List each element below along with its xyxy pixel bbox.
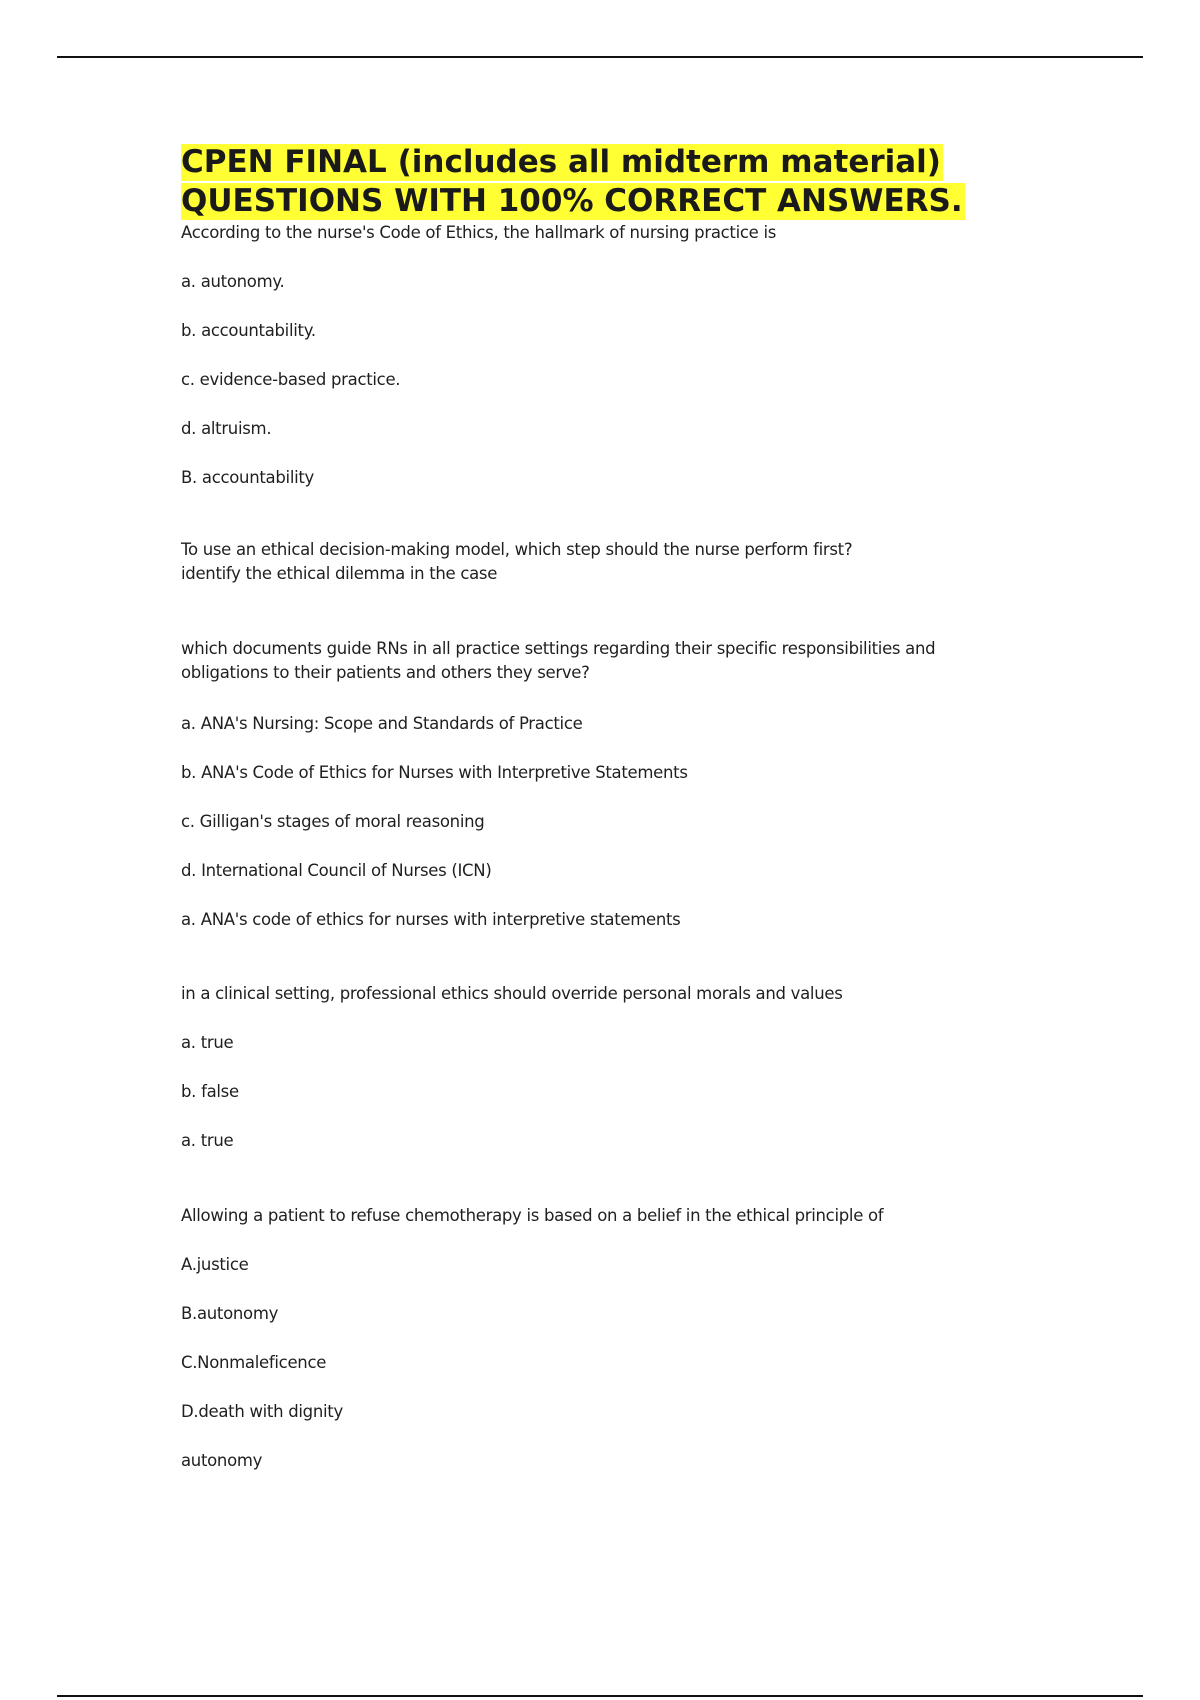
question-prompt: Allowing a patient to refuse chemotherapy is based on a belief in the ethical principle of: [181, 1206, 884, 1225]
answer-option: a. ANA's Nursing: Scope and Standards of Practice: [181, 714, 583, 733]
answer-option: b. ANA's Code of Ethics for Nurses with Interpretive Statements: [181, 763, 688, 782]
answer-option: A.justice: [181, 1255, 249, 1274]
answer-option: d. altruism.: [181, 419, 272, 438]
answer-option: d. International Council of Nurses (ICN): [181, 861, 492, 880]
title-line-2: QUESTIONS WITH 100% CORRECT ANSWERS.: [181, 183, 963, 219]
answer-option: a. true: [181, 1033, 234, 1052]
answer-option: b. false: [181, 1082, 239, 1101]
document-content: [181, 143, 1061, 1470]
question-prompt-continued: obligations to their patients and others they serve?: [181, 663, 590, 682]
correct-answer: autonomy: [181, 1451, 263, 1470]
question-prompt: in a clinical setting, professional ethics should override personal morals and values: [181, 984, 843, 1003]
document-title: [181, 143, 1061, 221]
header-rule: [57, 56, 1143, 58]
answer-option: D.death with dignity: [181, 1402, 343, 1421]
correct-answer: B. accountability: [181, 468, 315, 487]
footer-rule: [57, 1695, 1143, 1697]
answer-option: C.Nonmaleficence: [181, 1353, 327, 1372]
correct-answer: identify the ethical dilemma in the case: [181, 564, 498, 583]
title-line-1: CPEN FINAL (includes all midterm material): [181, 144, 941, 180]
question-prompt: which documents guide RNs in all practice settings regarding their specific responsibilities and: [181, 639, 936, 658]
answer-option: B.autonomy: [181, 1304, 279, 1323]
answer-option: c. evidence-based practice.: [181, 370, 401, 389]
answer-option: a. autonomy.: [181, 272, 285, 291]
question-prompt: According to the nurse's Code of Ethics, the hallmark of nursing practice is: [181, 223, 777, 242]
answer-option: b. accountability.: [181, 321, 316, 340]
correct-answer: a. true: [181, 1131, 234, 1150]
answer-option: c. Gilligan's stages of moral reasoning: [181, 812, 485, 831]
correct-answer: a. ANA's code of ethics for nurses with interpretive statements: [181, 910, 681, 929]
question-prompt: To use an ethical decision-making model, which step should the nurse perform first?: [181, 540, 853, 559]
